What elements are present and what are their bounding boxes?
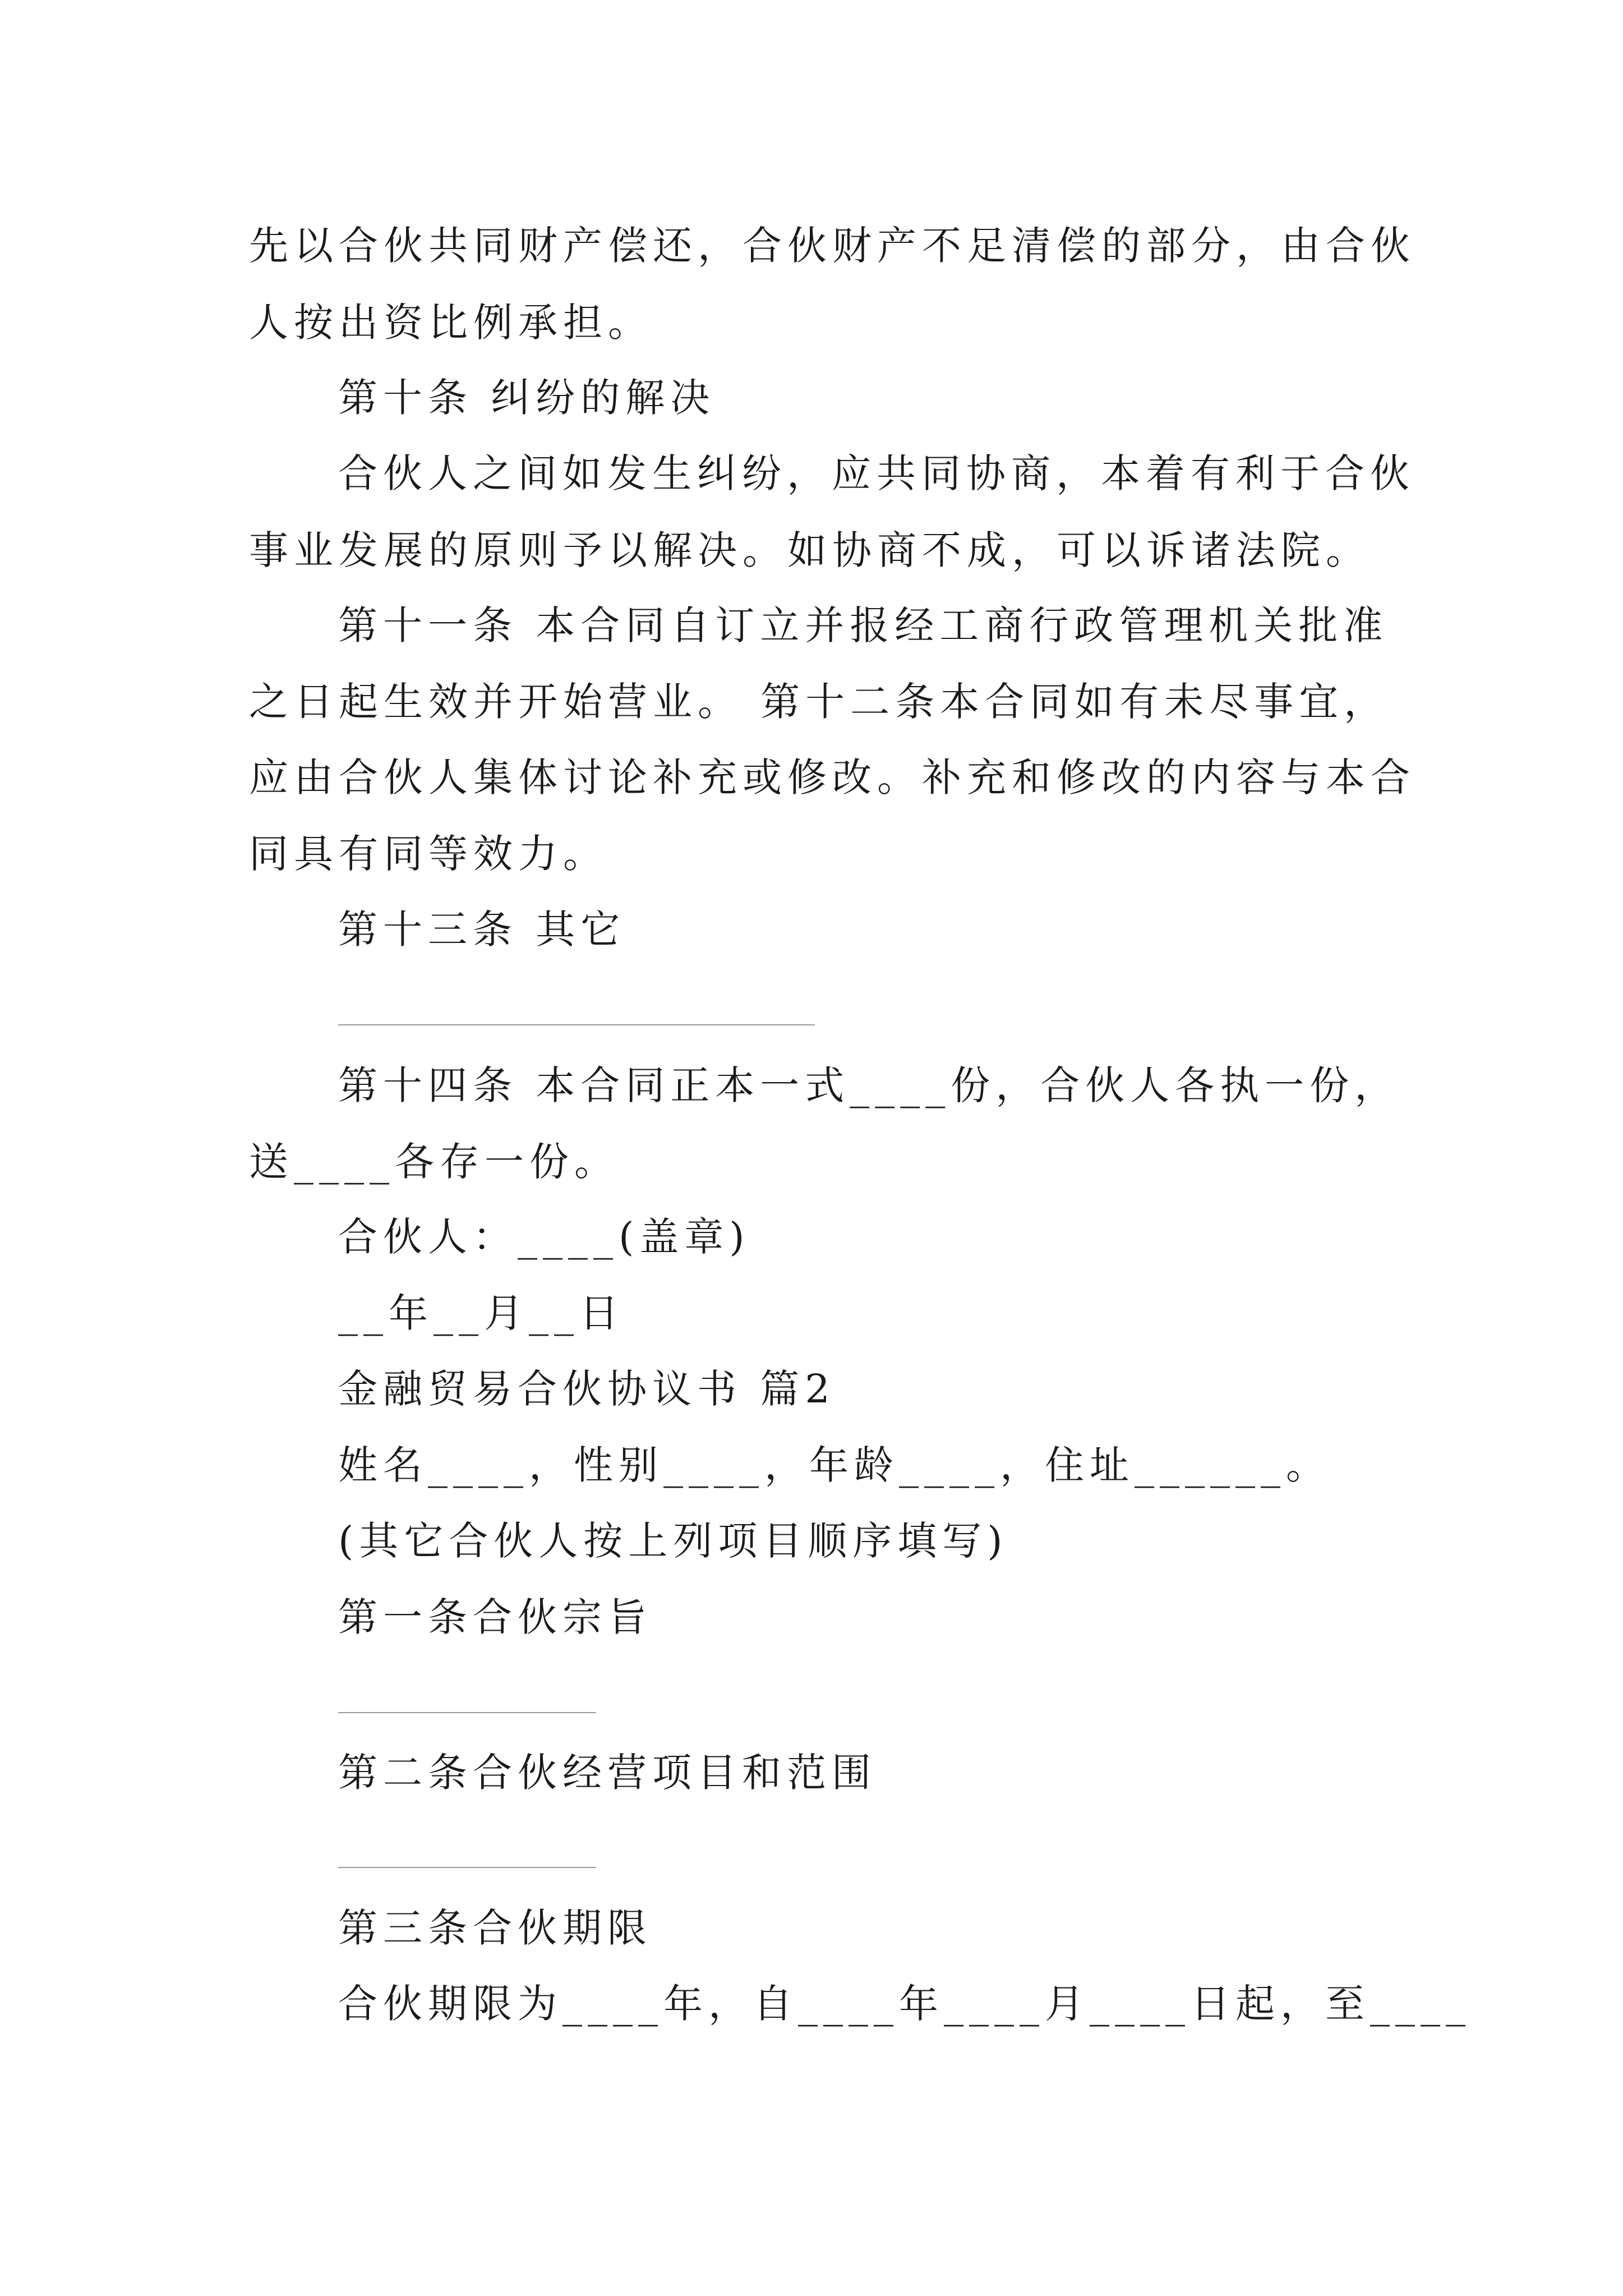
- section-heading: 第一条合伙宗旨: [338, 1594, 652, 1640]
- paragraph-line: 合伙期限为____年，自____年____月____日起，至____: [338, 1981, 1471, 2027]
- blank-fill-line: [338, 1712, 596, 1713]
- paragraph-line: 先以合伙共同财产偿还，合伙财产不足清偿的部分，由合伙: [249, 223, 1415, 269]
- date-line: __年__月__日: [338, 1290, 624, 1336]
- paragraph-line: 第十一条 本合同自订立并报经工商行政管理机关批准: [338, 602, 1389, 648]
- partner-info-line: 姓名____，性别____，年龄____，住址______。: [338, 1442, 1331, 1488]
- paragraph-line: 第十四条 本合同正本一式____份，合伙人各执一份，: [338, 1062, 1400, 1108]
- paragraph-line: 事业发展的原则予以解决。如协商不成，可以诉诸法院。: [249, 527, 1371, 573]
- paragraph-line: 应由合伙人集体讨论补充或修改。补充和修改的内容与本合: [249, 754, 1415, 800]
- document-title: 金融贸易合伙协议书 篇2: [338, 1366, 836, 1412]
- paragraph-line: 之日起生效并开始营业。 第十二条本合同如有未尽事宜，: [249, 679, 1389, 725]
- signature-line: 合伙人：____(盖章): [338, 1214, 750, 1260]
- section-heading: 第二条合伙经营项目和范围: [338, 1750, 877, 1796]
- note-line: (其它合伙人按上列项目顺序填写): [338, 1518, 1008, 1564]
- section-heading: 第十三条 其它: [338, 907, 626, 953]
- paragraph-line: 同具有同等效力。: [249, 831, 608, 877]
- section-heading: 第十条 纠纷的解决: [338, 375, 716, 421]
- paragraph-line: 人按出资比例承担。: [249, 300, 653, 346]
- paragraph-line: 合伙人之间如发生纠纷，应共同协商，本着有利于合伙: [338, 450, 1415, 496]
- paragraph-line: 送____各存一份。: [249, 1139, 619, 1185]
- blank-fill-line: [338, 1024, 815, 1025]
- section-heading: 第三条合伙期限: [338, 1905, 652, 1951]
- blank-fill-line: [338, 1867, 596, 1868]
